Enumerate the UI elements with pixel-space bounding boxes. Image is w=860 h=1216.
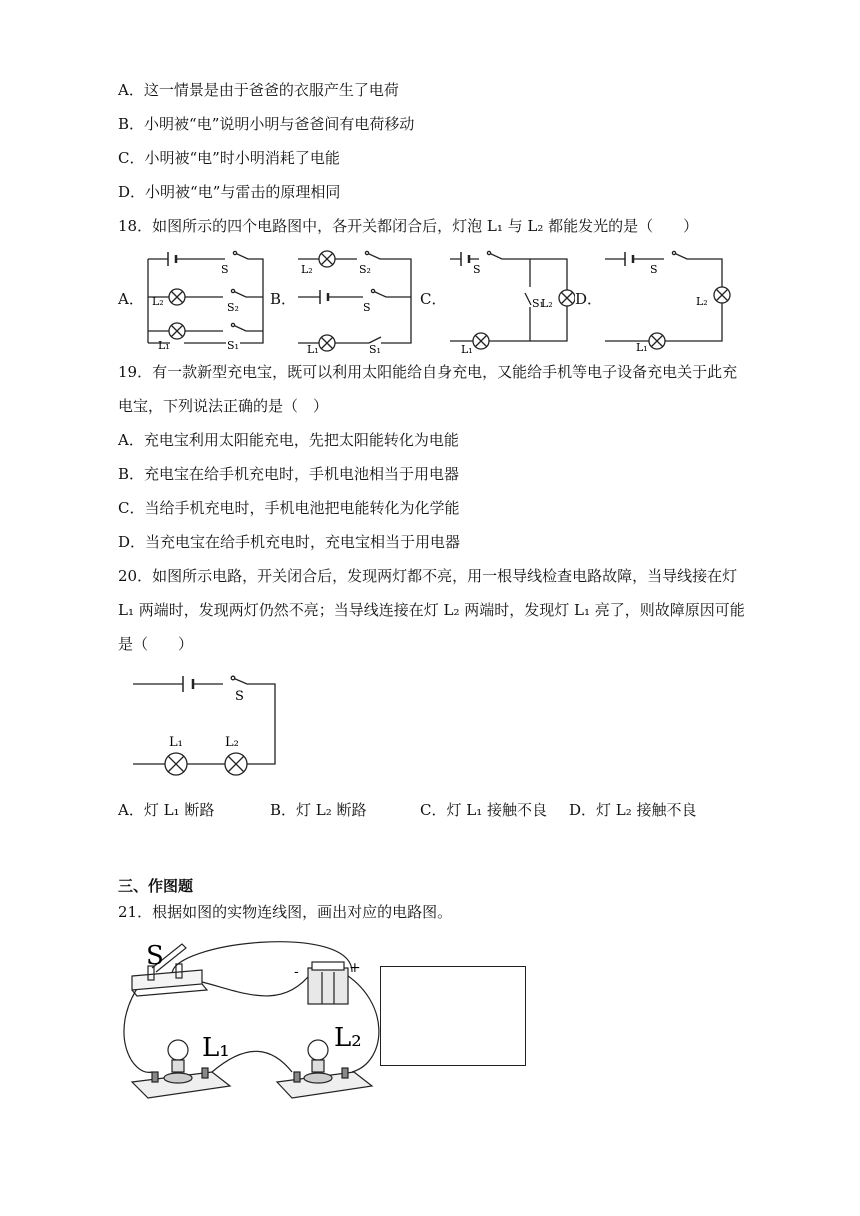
q19-option-a: A．充电宝利用太阳能充电，先把太阳能转化为电能 — [118, 431, 459, 449]
q21-battery-minus: - — [294, 964, 299, 980]
q20-option-d: D．灯 L₂ 接触不良 — [569, 801, 697, 819]
circuit-b-diagram — [293, 245, 418, 357]
circuit-a-diagram — [143, 245, 268, 355]
q20-stem-line2: L₁ 两端时，发现两灯仍然不亮；当导线连接在灯 L₂ 两端时，发现灯 L₁ 亮了，则故障原因可能 — [118, 601, 745, 619]
circuit-d-switch-s: S — [650, 263, 658, 276]
q17-option-c: C．小明被“电”时小明消耗了电能 — [118, 149, 340, 167]
q18-label-c: C． — [420, 290, 447, 308]
q18-stem: 18．如图所示的四个电路图中，各开关都闭合后，灯泡 L₁ 与 L₂ 都能发光的是（ ） — [118, 217, 699, 235]
q20-circuit-diagram — [125, 668, 285, 783]
q21-lamp-l1-label: L₁ — [202, 1033, 230, 1063]
q21-lamp-l2-label: L₂ — [334, 1023, 362, 1053]
circuit-b-switch-s1: S₁ — [369, 343, 381, 356]
q20-switch-s: S — [235, 689, 244, 704]
circuit-b-switch-s2: S₂ — [359, 263, 371, 276]
q20-lamp-l1: L₁ — [169, 735, 183, 750]
circuit-a-lamp-l1: L₁ — [158, 339, 170, 352]
circuit-d-diagram — [600, 245, 740, 357]
q19-option-c: C．当给手机充电时，手机电池把电能转化为化学能 — [118, 499, 460, 517]
circuit-a-switch-s: S — [221, 263, 229, 276]
circuit-c-switch-s1: S₁ — [532, 297, 544, 310]
section-heading: 三、作图题 — [118, 877, 194, 895]
circuit-d-lamp-l2: L₂ — [696, 295, 708, 308]
circuit-b-lamp-l1: L₁ — [307, 343, 319, 356]
circuit-a-lamp-l2: L₂ — [152, 295, 164, 308]
q20-option-b: B．灯 L₂ 断路 — [270, 801, 367, 819]
q20-stem-line3: 是（ ） — [118, 635, 194, 653]
q17-option-d: D．小明被“电”与雷击的原理相同 — [118, 183, 341, 201]
q21-battery-plus: + — [349, 960, 361, 976]
q21-stem: 21．根据如图的实物连线图，画出对应的电路图。 — [118, 903, 453, 921]
circuit-a-switch-s1: S₁ — [227, 339, 239, 352]
q17-option-a: A．这一情景是由于爸爸的衣服产生了电荷 — [118, 81, 399, 99]
q20-option-c: C．灯 L₁ 接触不良 — [420, 801, 547, 819]
circuit-d-lamp-l1: L₁ — [636, 341, 648, 354]
q18-label-a: A． — [118, 290, 144, 308]
circuit-c-lamp-l2: L₂ — [541, 297, 553, 310]
q19-stem-line1: 19．有一款新型充电宝，既可以利用太阳能给自身充电，又能给手机等电子设备充电关于此充 — [118, 363, 738, 381]
circuit-b-switch-s: S — [363, 301, 371, 314]
q19-option-b: B．充电宝在给手机充电时，手机电池相当于用电器 — [118, 465, 460, 483]
circuit-c-diagram — [445, 245, 575, 357]
q19-option-d: D．当充电宝在给手机充电时，充电宝相当于用电器 — [118, 533, 461, 551]
q21-physical-circuit — [122, 932, 382, 1102]
circuit-c-lamp-l1: L₁ — [461, 343, 473, 356]
circuit-b-lamp-l2: L₂ — [301, 263, 313, 276]
q21-switch-label: S — [146, 941, 164, 971]
q20-lamp-l2: L₂ — [225, 735, 239, 750]
q17-option-b: B．小明被“电”说明小明与爸爸间有电荷移动 — [118, 115, 415, 133]
q19-stem-line2: 电宝，下列说法正确的是（ ） — [118, 397, 329, 415]
q18-label-b: B． — [270, 290, 297, 308]
q20-option-a: A．灯 L₁ 断路 — [118, 801, 215, 819]
q18-label-d: D． — [575, 290, 603, 308]
q21-answer-box — [380, 966, 526, 1066]
circuit-a-switch-s2: S₂ — [227, 301, 239, 314]
q20-stem-line1: 20．如图所示电路，开关闭合后，发现两灯都不亮，用一根导线检查电路故障，当导线接在灯 — [118, 567, 738, 585]
circuit-c-switch-s: S — [473, 263, 481, 276]
